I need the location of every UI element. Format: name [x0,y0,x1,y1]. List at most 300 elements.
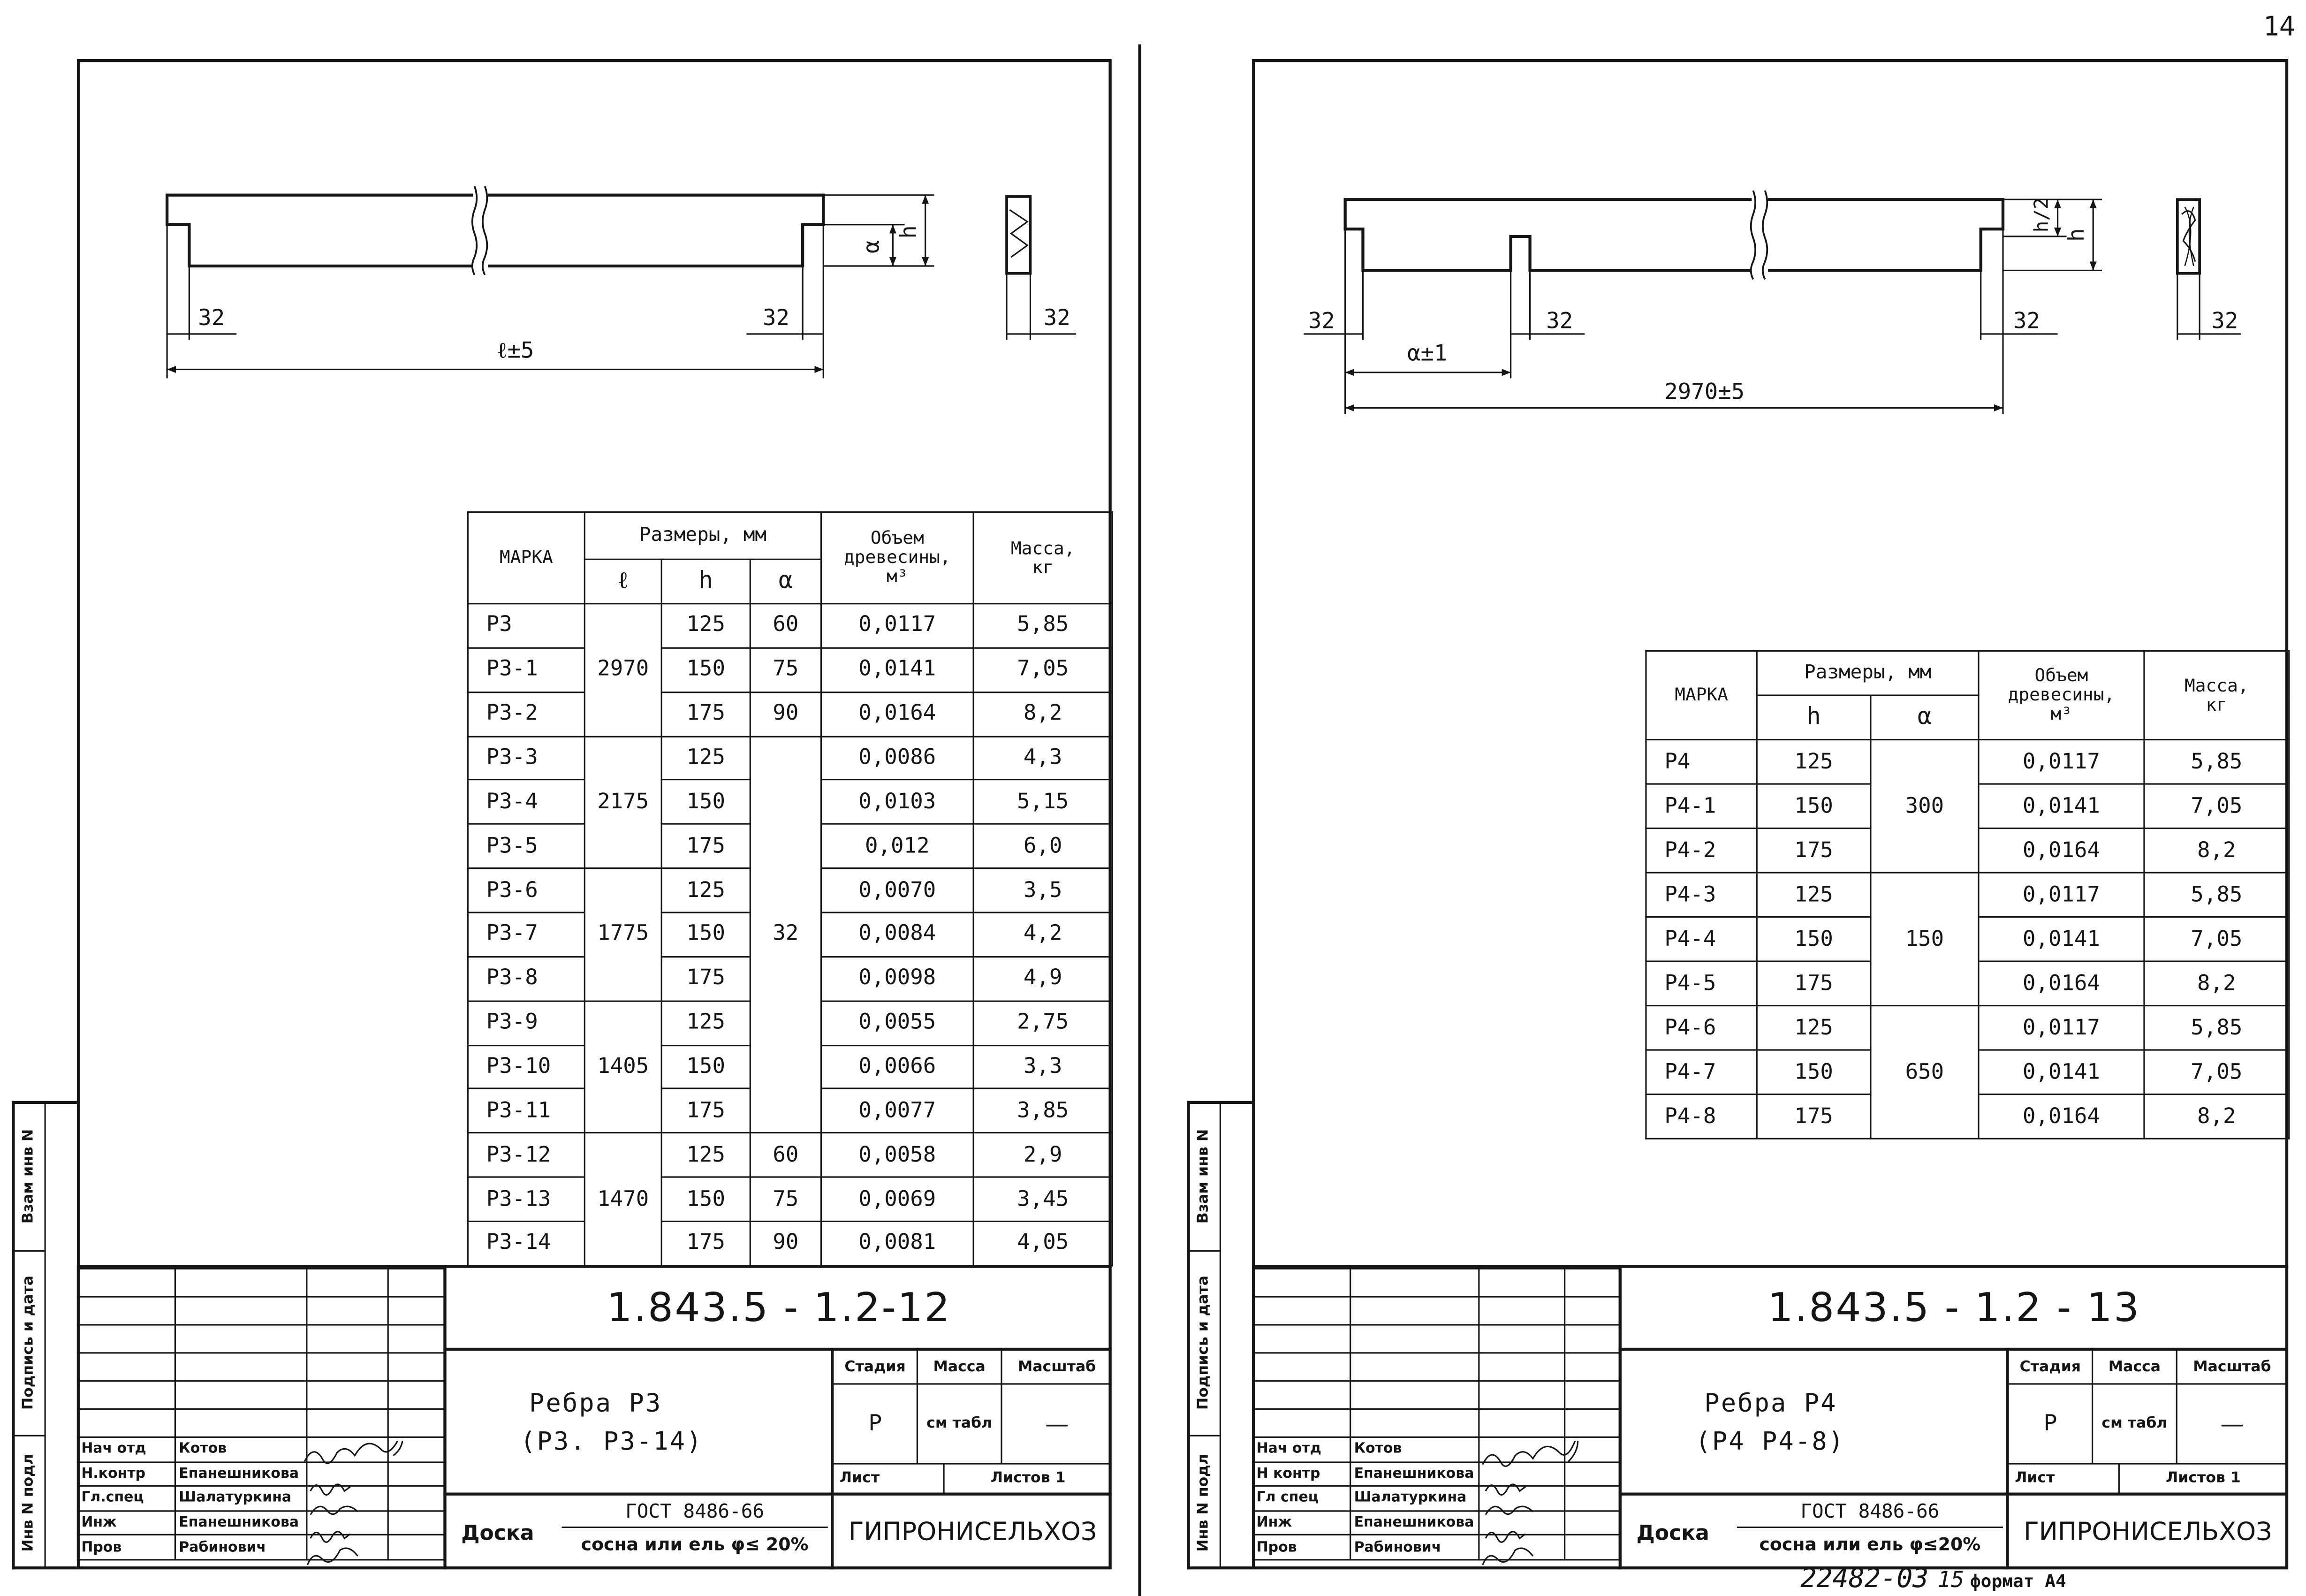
header-a: α [1917,702,1932,730]
grid-cell [77,1409,175,1437]
cell-volume: 0,0117 [821,604,974,648]
cell-marka: Р3-9 [468,1001,584,1045]
staff-name: Епанешникова [1350,1462,1479,1486]
rib-drawings [0,0,2306,443]
organization-name: ГИПРОНИСЕЛЬХОЗ [2006,1496,2287,1570]
cell-mass: 3,5 [973,868,1112,912]
cell-a: 60 [750,604,821,648]
cell-height: 175 [1757,1094,1871,1139]
cell-length: 1470 [584,1133,661,1265]
stage-mass-scale [831,1351,1112,1496]
cell-volume: 0,0141 [1979,1050,2144,1094]
cell-height: 175 [661,1089,750,1133]
specs-table [467,511,1113,1266]
dim-label-left-32: 32 [198,304,225,331]
header-volume-line-2: древесины, [843,547,951,568]
cell-a: 90 [750,1222,821,1266]
cell-volume: 0,0164 [821,692,974,736]
stage-label: Стадия [2009,1351,2094,1383]
dim-label-right-32: 32 [2013,307,2040,334]
cell-height: 150 [1757,1050,1871,1094]
dim-label-section-32: 32 [1043,304,1070,331]
sheets-count: Листов 1 [990,1469,1066,1486]
cell-mass: 2,9 [973,1133,1112,1177]
grid-cell [1479,1353,1565,1381]
cell-volume: 0,0081 [821,1222,974,1266]
staff-role: Н.контр [77,1462,175,1486]
table-row [1646,873,2289,917]
cell-height: 125 [1757,740,1871,784]
grid-cell [1350,1325,1479,1353]
header-sizes: Размеры, мм [584,512,821,559]
grid-cell [1479,1325,1565,1353]
cell-a: 60 [750,1133,821,1177]
footer-format: формат А4 [1970,1571,2066,1592]
cell-volume: 0,0086 [821,736,974,780]
cell-height: 125 [661,1133,750,1177]
grid-cell [1350,1269,1479,1297]
grid-cell [175,1381,306,1409]
staff-name: Рабинович [175,1535,306,1559]
scale-value: — [1045,1409,1069,1437]
drawing-title-line-2: (Р3. Р3-14) [520,1427,703,1457]
cell-height: 150 [661,780,750,824]
cell-volume: 0,0098 [821,957,974,1001]
sheet-label: Лист [834,1463,944,1493]
cell-mass: 6,0 [973,824,1112,868]
footer-stamp [1800,1564,2066,1595]
table-row [468,604,1112,648]
table-p4-specs [1645,650,2290,1140]
header-h-cell [661,559,750,604]
scale-label: Масштаб [1018,1359,1096,1376]
stage-mass-scale [2006,1351,2287,1496]
header-sizes: Размеры, мм [1757,651,1979,696]
scale-label: Масштаб [2193,1359,2271,1376]
cell-marka: Р3-2 [468,692,584,736]
cell-marka: Р3-5 [468,824,584,868]
staff-name: Шалатуркина [175,1486,306,1511]
header-mass-line-1: Масса, [2185,674,2249,696]
cell-mass: 7,05 [2144,917,2289,961]
cell-height: 125 [661,868,750,912]
scale-value: — [2220,1409,2244,1437]
header-volume-line-3: м³ [887,566,908,587]
cell-height: 150 [1757,917,1871,961]
cell-marka: Р3-4 [468,780,584,824]
rib-p4-profile [1345,190,2003,279]
material-block [1619,1496,2006,1570]
document-code: 1.843.5 - 1.2-12 [443,1268,1111,1351]
strip-cell-vzam [15,1104,45,1252]
title-block-signature-grid [1252,1268,1619,1570]
cell-mass: 3,3 [973,1045,1112,1089]
cell-marka: Р4-1 [1646,784,1757,828]
staff-role: Гл.спец [77,1486,175,1511]
mass-label: Масса [918,1351,1002,1383]
drawing-title [443,1351,831,1496]
mass-label: Масса [2093,1351,2177,1383]
grid-cell [388,1325,444,1353]
mass-value: см табл [2093,1383,2177,1463]
header-l: ℓ [617,566,629,594]
grid-cell [1253,1409,1350,1437]
cell-volume: 0,0141 [821,648,974,692]
grid-cell [1253,1325,1350,1353]
material-name: Доска [461,1522,534,1546]
cell-marka: Р3-11 [468,1089,584,1133]
organization-name: ГИПРОНИСЕЛЬХОЗ [831,1496,1112,1570]
page-number: 14 [2263,12,2295,43]
grid-cell [1565,1381,1620,1409]
cell-height: 125 [661,1001,750,1045]
staff-name: Котов [1350,1437,1479,1461]
cell-a: 32 [750,736,821,1133]
grid-cell [388,1269,444,1297]
grid-cell [307,1409,388,1437]
cell-height: 175 [1757,828,1871,873]
grid-cell [1350,1353,1479,1381]
title-block-left [77,1265,1112,1569]
cell-marka: Р3-12 [468,1133,584,1177]
strip-label-vzam: Взам инв N [1196,1130,1213,1224]
title-block-right [1252,1265,2288,1569]
cell-marka: Р4-8 [1646,1094,1757,1139]
dim-label-mid-32: 32 [1546,307,1573,334]
cell-mass: 4,3 [973,736,1112,780]
dim-label-section-32: 32 [2211,307,2238,334]
grid-cell [175,1297,306,1325]
dim-label-a: α±1 [1407,340,1448,367]
grid-cell [1479,1381,1565,1409]
staff-role: Нач отд [1253,1437,1350,1461]
cell-mass: 4,9 [973,957,1112,1001]
staff-role: Инж [1253,1511,1350,1535]
dim-label-left-32: 32 [1308,307,1335,334]
cell-length: 1405 [584,1001,661,1133]
cell-height: 175 [661,1222,750,1266]
strip-label-inv: Инв N подл [1196,1454,1213,1552]
grid-cell [77,1381,175,1409]
header-mass [2144,651,2289,740]
dim-label-h-half: h/2 [2031,198,2054,233]
grid-cell [77,1325,175,1353]
cell-marka: Р3-8 [468,957,584,1001]
cell-volume: 0,0117 [1979,1006,2144,1050]
cell-marka: Р3-1 [468,648,584,692]
cell-marka: Р4-6 [1646,1006,1757,1050]
material-block [443,1496,831,1570]
grid-cell [175,1325,306,1353]
footer-page: 15 [1937,1566,1965,1593]
dim-label-length: ℓ±5 [496,337,534,364]
cell-a: 300 [1871,740,1979,873]
cell-height: 125 [661,736,750,780]
grid-cell [1565,1409,1620,1437]
rib-p3-profile [167,186,823,275]
staff-role: Пров [77,1535,175,1559]
cell-a: 75 [750,1178,821,1222]
cell-marka: Р3-14 [468,1222,584,1266]
header-volume-line-3: м³ [2050,703,2072,724]
cell-height: 150 [1757,784,1871,828]
drawing-title-line-2: (Р4 Р4-8) [1695,1427,1845,1457]
header-h-cell [1757,695,1871,740]
cell-marka: Р3-10 [468,1045,584,1089]
grid-cell [1479,1297,1565,1325]
staff-name: Епанешникова [175,1511,306,1535]
staff-name: Шалатуркина [1350,1486,1479,1511]
table-row [468,736,1112,780]
cell-a: 75 [750,648,821,692]
header-row [1646,651,2289,696]
cell-mass: 5,15 [973,780,1112,824]
grid-cell [1565,1353,1620,1381]
cell-volume: 0,0066 [821,1045,974,1089]
header-marka: МАРКА [1646,651,1757,740]
footer-doc-number: 22482-03 [1800,1563,1929,1595]
grid-cell [388,1353,444,1381]
strip-label-podpis: Подпись и дата [1196,1276,1213,1411]
cell-height: 175 [661,957,750,1001]
cell-mass: 5,85 [2144,1006,2289,1050]
grid-cell [77,1353,175,1381]
stage-label: Стадия [834,1351,918,1383]
cell-length: 1775 [584,868,661,1001]
handwritten-signatures [1474,1441,1619,1571]
cell-length: 2970 [584,604,661,736]
cell-volume: 0,0164 [1979,1094,2144,1139]
cell-volume: 0,012 [821,824,974,868]
header-row [468,512,1112,559]
grid-cell [1253,1297,1350,1325]
sheets-count: Листов 1 [2166,1469,2241,1486]
cell-volume: 0,0164 [1979,961,2144,1006]
cell-volume: 0,0055 [821,1001,974,1045]
header-volume-line-2: древесины, [2008,684,2115,705]
cell-volume: 0,0084 [821,912,974,957]
grid-cell [175,1269,306,1297]
strip-divider [1220,1104,1221,1566]
right-side-strip [1187,1101,1252,1570]
cell-marka: Р4-3 [1646,873,1757,917]
grid-cell [307,1381,388,1409]
cell-height: 150 [661,912,750,957]
material-standard: ГОСТ 8486-66 [561,1501,827,1528]
staff-role: Инж [77,1511,175,1535]
header-mass-line-2: кг [1032,556,1054,578]
table-row [1646,1006,2289,1050]
grid-cell [307,1325,388,1353]
document-code: 1.843.5 - 1.2 - 13 [1619,1268,2287,1351]
header-h: h [698,566,713,594]
header-volume-line-1: Объем [2034,665,2088,686]
table-p3-specs [467,511,1113,1266]
cell-mass: 5,85 [2144,740,2289,784]
cell-height: 150 [661,1045,750,1089]
cell-volume: 0,0070 [821,868,974,912]
header-volume-line-1: Объем [870,527,924,548]
drawing-title-line-1: Ребра Р3 [529,1389,662,1419]
cell-height: 125 [1757,1006,1871,1050]
cell-mass: 3,45 [973,1178,1112,1222]
grid-cell [175,1353,306,1381]
cell-volume: 0,0117 [1979,740,2144,784]
left-side-strip [12,1101,77,1570]
title-block-signature-grid [77,1268,444,1570]
strip-cell-inv [15,1436,45,1570]
staff-name: Епанешникова [1350,1511,1479,1535]
header-mass-line-2: кг [2206,693,2228,715]
strip-cell-podpis [1190,1252,1220,1436]
staff-role: Гл спец [1253,1486,1350,1511]
header-mass [973,512,1112,603]
grid-cell [307,1269,388,1297]
strip-cell-podpis [15,1252,45,1436]
staff-role: Пров [1253,1535,1350,1559]
grid-cell [1253,1381,1350,1409]
cell-marka: Р4-7 [1646,1050,1757,1094]
cell-marka: Р3-7 [468,912,584,957]
strip-divider [45,1104,46,1566]
cell-mass: 2,75 [973,1001,1112,1045]
staff-name: Рабинович [1350,1535,1479,1559]
handwritten-signatures [299,1441,444,1571]
table-row [1646,740,2289,784]
cell-marka: Р3-6 [468,868,584,912]
staff-role: Нач отд [77,1437,175,1461]
strip-cell-inv [1190,1436,1220,1570]
cell-height: 150 [661,648,750,692]
grid-cell [1479,1409,1565,1437]
mass-value: см табл [918,1383,1002,1463]
grid-cell [1565,1269,1620,1297]
cell-mass: 8,2 [2144,1094,2289,1139]
cell-marka: Р3-13 [468,1178,584,1222]
grid-cell [1565,1325,1620,1353]
staff-name: Епанешникова [175,1462,306,1486]
grid-cell [1350,1409,1479,1437]
cell-volume: 0,0058 [821,1133,974,1177]
cell-mass: 7,05 [2144,1050,2289,1094]
cell-marka: Р4 [1646,740,1757,784]
stage-value: Р [2009,1383,2094,1463]
cell-length: 2175 [584,736,661,868]
dim-label-h: h [895,225,922,239]
strip-cell-vzam [1190,1104,1220,1252]
cell-a: 90 [750,692,821,736]
cell-volume: 0,0117 [1979,873,2144,917]
header-h: h [1806,702,1821,730]
table-row [468,1178,1112,1222]
grid-cell [307,1353,388,1381]
table-row [468,1222,1112,1266]
cell-volume: 0,0077 [821,1089,974,1133]
grid-cell [388,1297,444,1325]
grid-cell [1253,1353,1350,1381]
grid-cell [1350,1297,1479,1325]
cell-marka: Р4-5 [1646,961,1757,1006]
cell-volume: 0,0069 [821,1178,974,1222]
header-a: α [778,566,793,594]
rib-p3-dimensions [167,195,934,379]
table-row [468,648,1112,692]
cell-height: 175 [661,824,750,868]
cell-a: 650 [1871,1006,1979,1139]
cell-volume: 0,0103 [821,780,974,824]
strip-label-inv: Инв N подл [21,1454,37,1552]
material-name: Доска [1636,1522,1709,1546]
strip-label-vzam: Взам инв N [21,1130,37,1224]
cell-volume: 0,0141 [1979,784,2144,828]
dim-label-a: α [858,240,885,254]
grid-cell [175,1409,306,1437]
cell-marka: Р3-3 [468,736,584,780]
grid-cell [77,1269,175,1297]
cell-marka: Р4-4 [1646,917,1757,961]
grid-cell [388,1381,444,1409]
cell-height: 150 [661,1178,750,1222]
cell-mass: 8,2 [973,692,1112,736]
drawing-title-line-1: Ребра Р4 [1704,1389,1837,1419]
cell-volume: 0,0141 [1979,917,2144,961]
sheet-label: Лист [2009,1463,2120,1493]
dim-label-right-32: 32 [763,304,789,331]
cell-height: 125 [1757,873,1871,917]
cell-a: 150 [1871,873,1979,1005]
staff-role: Н контр [1253,1462,1350,1486]
dim-label-length: 2970±5 [1664,378,1745,405]
header-l-cell [584,559,661,604]
cell-height: 175 [661,692,750,736]
cell-marka: Р3 [468,604,584,648]
cell-height: 125 [661,604,750,648]
cell-mass: 5,85 [973,604,1112,648]
table-row [468,692,1112,736]
grid-cell [1565,1297,1620,1325]
cell-mass: 4,2 [973,912,1112,957]
cell-height: 175 [1757,961,1871,1006]
grid-cell [77,1297,175,1325]
header-marka: МАРКА [468,512,584,603]
table-row [468,1133,1112,1177]
cell-mass: 8,2 [2144,961,2289,1006]
grid-cell [1479,1269,1565,1297]
material-standard: ГОСТ 8486-66 [1737,1501,2003,1528]
cell-mass: 8,2 [2144,828,2289,873]
stage-value: Р [834,1383,918,1463]
cell-mass: 5,85 [2144,873,2289,917]
cell-volume: 0,0164 [1979,828,2144,873]
strip-label-podpis: Подпись и дата [21,1276,37,1411]
grid-cell [307,1297,388,1325]
cell-mass: 3,85 [973,1089,1112,1133]
grid-cell [1253,1269,1350,1297]
cell-mass: 7,05 [2144,784,2289,828]
specs-table [1645,650,2290,1140]
staff-name: Котов [175,1437,306,1461]
header-a-cell [1871,695,1979,740]
header-volume [821,512,974,603]
cell-mass: 7,05 [973,648,1112,692]
header-a-cell [750,559,821,604]
drawing-title [1619,1351,2006,1496]
grid-cell [388,1409,444,1437]
grid-cell [1350,1381,1479,1409]
material-species: сосна или ель φ≤ 20% [581,1534,809,1555]
material-species: сосна или ель φ≤20% [1759,1534,1981,1555]
dim-label-h: h [2063,228,2090,242]
